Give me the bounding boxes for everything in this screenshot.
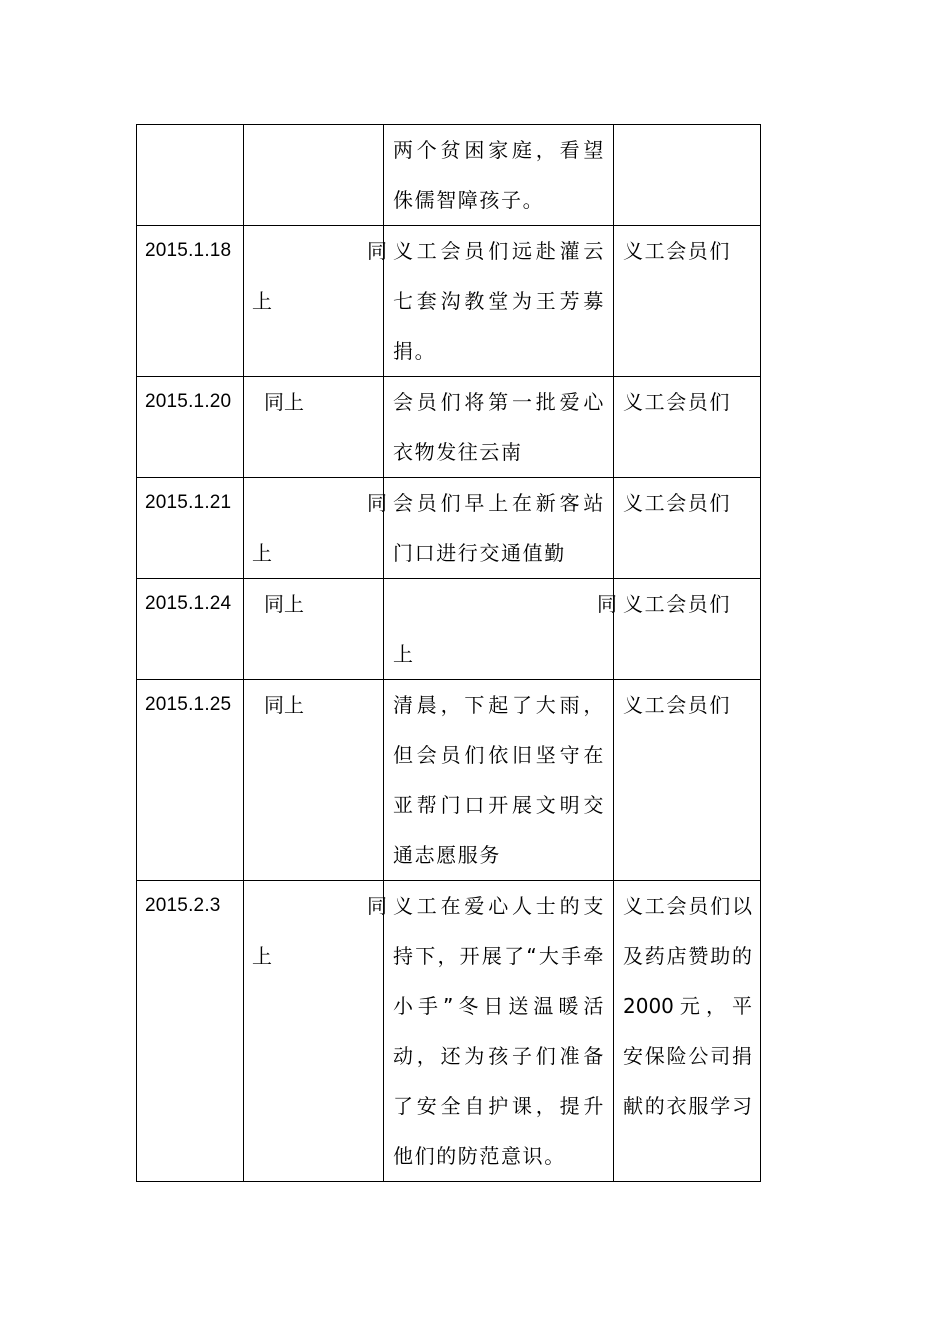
place-cell: 上 xyxy=(244,478,384,579)
content-cell: 两个贫困家庭，看望侏儒智障孩子。 xyxy=(384,125,614,226)
people-cell: 义工会员们 xyxy=(614,478,761,579)
place-overflow-char: 同 xyxy=(367,894,387,918)
content-cell: 同 义工会员们远赴灌云七套沟教堂为王芳募捐。 xyxy=(384,226,614,377)
date-cell: 2015.1.25 xyxy=(137,680,244,881)
table-row xyxy=(137,377,761,478)
table-row xyxy=(137,881,761,1182)
date-cell: 2015.1.20 xyxy=(137,377,244,478)
place-overflow-char: 同 xyxy=(367,491,387,515)
content-cell: 上 xyxy=(384,579,614,680)
people-cell xyxy=(614,125,761,226)
place-cell: 同上 xyxy=(244,579,384,680)
date-cell: 2015.1.21 xyxy=(137,478,244,579)
date-cell: 2015.2.3 xyxy=(137,881,244,1182)
people-cell: 义工会员们以及药店赞助的2000元，平安保险公司捐献的衣服学习 xyxy=(614,881,761,1182)
people-cell: 义工会员们 xyxy=(614,680,761,881)
date-cell: 2015.1.18 xyxy=(137,226,244,377)
people-cell: 义工会员们 xyxy=(614,377,761,478)
table-row xyxy=(137,478,761,579)
place-overflow-char: 同 xyxy=(367,239,387,263)
date-cell xyxy=(137,125,244,226)
people-cell: 同 义工会员们 xyxy=(614,579,761,680)
table-row xyxy=(137,680,761,881)
table-row xyxy=(137,125,761,226)
table-row xyxy=(137,579,761,680)
content-cell: 会员们将第一批爱心衣物发往云南 xyxy=(384,377,614,478)
date-cell: 2015.1.24 xyxy=(137,579,244,680)
place-cell xyxy=(244,125,384,226)
content-cell: 同 义工在爱心人士的支持下，开展了“大手牵小手”冬日送温暖活动，还为孩子们准备了安全自护课，提升他们的防范意识。 xyxy=(384,881,614,1182)
people-cell: 义工会员们 xyxy=(614,226,761,377)
content-cell: 清晨，下起了大雨，但会员们依旧坚守在亚帮门口开展文明交通志愿服务 xyxy=(384,680,614,881)
activity-log-table xyxy=(136,124,761,1182)
place-cell: 上 xyxy=(244,881,384,1182)
place-cell: 上 xyxy=(244,226,384,377)
place-cell: 同上 xyxy=(244,680,384,881)
content-cell: 同 会员们早上在新客站门口进行交通值勤 xyxy=(384,478,614,579)
content-overflow-char: 同 xyxy=(597,592,617,616)
table-row xyxy=(137,226,761,377)
place-cell: 同上 xyxy=(244,377,384,478)
